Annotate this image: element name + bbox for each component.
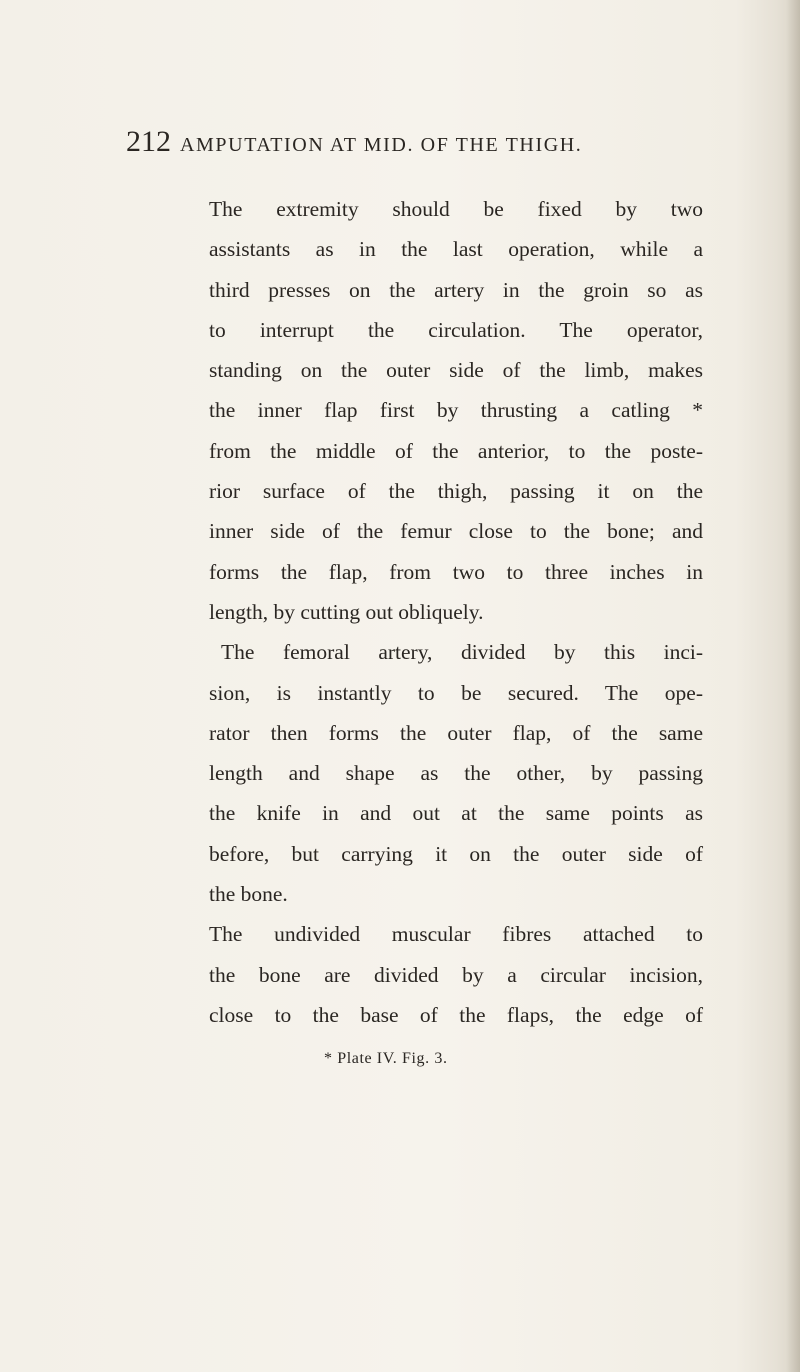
text-line: to interrupt the circulation. The operator, <box>209 317 703 342</box>
text-line: from the middle of the anterior, to the poste- <box>209 438 703 463</box>
text-line: standing on the outer side of the limb, makes <box>209 358 703 383</box>
text-line: rator then forms the outer flap, of the same <box>209 720 703 745</box>
page-edge-shadow <box>786 0 800 1372</box>
text-line: the inner flap first by thrusting a catling * <box>209 398 703 423</box>
text-line: length and shape as the other, by passing <box>209 761 703 786</box>
text-line: inner side of the femur close to the bone; and <box>209 519 703 544</box>
page-header <box>126 122 706 166</box>
text-line: The femoral artery, divided by this inci- <box>221 640 703 665</box>
text-line: the bone. <box>209 882 288 907</box>
text-line: close to the base of the flaps, the edge of <box>209 1002 703 1027</box>
text-line: sion, is instantly to be secured. The ope- <box>209 680 703 705</box>
text-line: The extremity should be fixed by two <box>209 197 703 221</box>
page-number: 212 <box>126 125 171 158</box>
text-line: rior surface of the thigh, passing it on the <box>209 479 703 504</box>
text-line: third presses on the artery in the groin so as <box>209 277 703 302</box>
text-line: forms the flap, from two to three inches in <box>209 559 703 584</box>
text-line: before, but carrying it on the outer side of <box>209 841 703 866</box>
text-line: assistants as in the last operation, while a <box>209 237 703 262</box>
body-text <box>209 189 703 1035</box>
text-line: the knife in and out at the same points as <box>209 801 703 826</box>
text-line: The undivided muscular fibres attached to <box>209 922 703 947</box>
footnote: * Plate IV. Fig. 3. <box>324 1050 448 1067</box>
text-line: length, by cutting out obliquely. <box>209 599 484 624</box>
text-line: the bone are divided by a circular incision, <box>209 962 703 987</box>
running-title: AMPUTATION AT MID. OF THE THIGH. <box>180 134 583 156</box>
